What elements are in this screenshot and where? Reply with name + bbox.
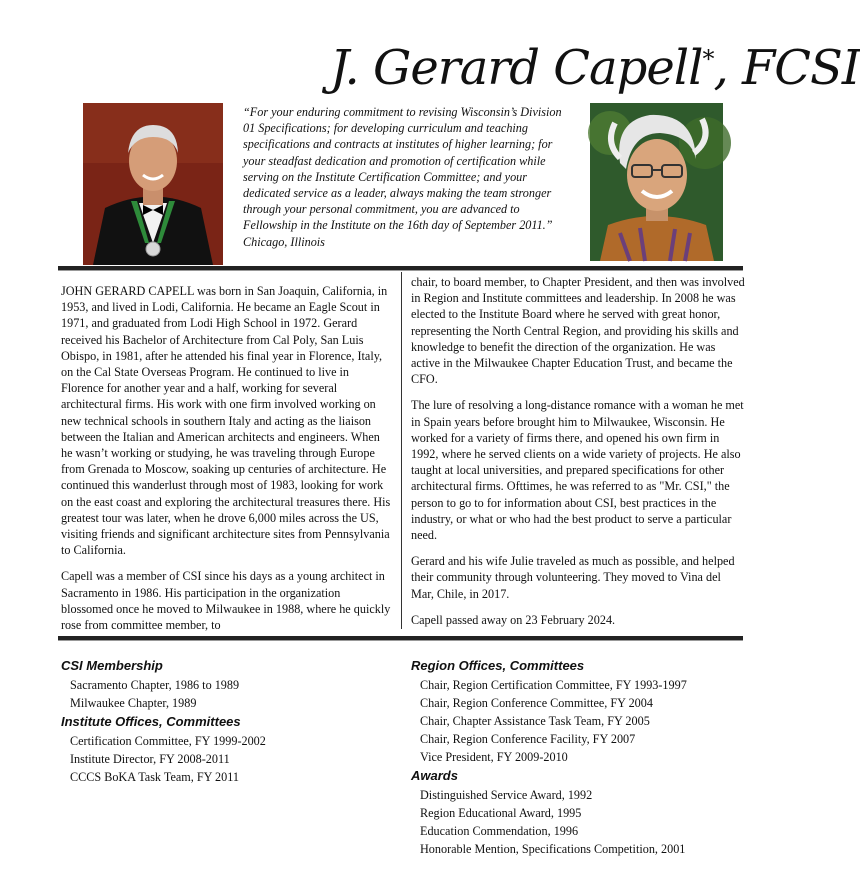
list-item: Honorable Mention, Specifications Competition, 2001 (420, 842, 686, 856)
section-heading-awards: Awards (411, 768, 458, 783)
list-item: CCCS BoKA Task Team, FY 2011 (70, 770, 239, 784)
list-item: Chair, Region Conference Facility, FY 2007 (420, 732, 636, 746)
list-item: Institute Director, FY 2008-2011 (70, 752, 230, 766)
section-heading-region-offices: Region Offices, Committees (411, 658, 585, 673)
title-asterisk: * (702, 45, 714, 73)
page-title: J. Gerard Capell*, FCSI (330, 40, 860, 96)
column-divider (401, 272, 402, 629)
section-heading-csi-membership: CSI Membership (61, 658, 163, 673)
list-item: Vice President, FY 2009-2010 (420, 750, 568, 764)
bio-column-right (411, 274, 746, 638)
list-item: Milwaukee Chapter, 1989 (70, 696, 197, 710)
service-sections-left (61, 656, 391, 786)
bio-paragraph: Capell passed away on 23 February 2024. (411, 612, 616, 627)
divider-top-thin (58, 270, 743, 271)
bio-paragraph: The lure of resolving a long-distance romance with a woman he met in Spain years before brought him to Milwaukee, Wisconsin. He worked for a variety of firms there, and opened his own firm in 1992, where he served clients on a wide variety of projects. He also taught at local universities, and prepared specifications for other architectural firms. Ofttimes, he was referred to as "Mr. CSI," the person to go to for information about CSI, best practices in the industry, or what or who had the best product to serve a particular need. (411, 398, 744, 543)
bio-paragraph: chair, to board member, to Chapter President, and then was involved in Region and Institute committees and leadership. In 2008 he was elected to the Institute Board where he served with great honor, representing the North Central Region, and providing his skills and knowledge to benefit the direction of the organization. He was active in the Milwaukee Chapter Education Trust, and became the CFO. (411, 275, 745, 387)
section-heading-institute-offices: Institute Offices, Committees (61, 714, 241, 729)
list-item: Chair, Region Certification Committee, FY 1993-1997 (420, 678, 687, 692)
portrait-photo-formal (83, 103, 223, 265)
list-item: Chair, Region Conference Committee, FY 2004 (420, 696, 653, 710)
bio-column-left (61, 283, 391, 643)
list-item: Chair, Chapter Assistance Task Team, FY 2005 (420, 714, 650, 728)
fellowship-citation (243, 104, 573, 250)
bio-paragraph: JOHN GERARD CAPELL was born in San Joaquin, California, in 1953, and lived in Lodi, California. He became an Eagle Scout in 1971, and graduated from Lodi High School in 1972. Gerard received his Bachelor of Architecture from Cal Poly, San Luis Obispo, in 1981, after he attended his final year in Florence, Italy, on the Cal State Overseas Program. He continued to live in Florence for another year and a half, working for several architectural firms. His work with one firm involved working on new technical schools in southern Italy and acting as the liaison between the Italian and American architects and engineers. When he wasn’t working or studying, he was traveling through Europe from Grenada to Moscow, soaking up centuries of architecture. He continued this wanderlust through most of 1983, looking for work on the east coast and exploring the architectural treasures there. His greatest tour was later, when he drove 6,000 miles across the US, visiting friends and significant architecture sites from Pennsylvania to California. (61, 284, 391, 558)
list-item: Certification Committee, FY 1999-2002 (70, 734, 266, 748)
portrait-formal-image (83, 103, 223, 265)
portrait-casual-image (590, 103, 723, 261)
list-item: Education Commendation, 1996 (420, 824, 579, 838)
portrait-photo-casual (590, 103, 723, 261)
service-sections-right (411, 656, 751, 858)
bio-paragraph: Capell was a member of CSI since his days as a young architect in Sacramento in 1986. His participation in the organization blossomed once he moved to Milwaukee in 1988, where he quickly rose from committee member, to (61, 569, 391, 633)
list-item: Region Educational Award, 1995 (420, 806, 582, 820)
citation-location: Chicago, Illinois (243, 234, 325, 249)
bio-paragraph: Gerard and his wife Julie traveled as much as possible, and helped their community through volunteering. They moved to Vina del Mar, Chile, in 2017. (411, 554, 735, 601)
list-item: Distinguished Service Award, 1992 (420, 788, 593, 802)
citation-text: “For your enduring commitment to revising Wisconsin’s Division 01 Specifications; for developing curriculum and teaching specifications and contracts at institutes of higher learning; for your steadfast dedication and promotion of certification while serving on the Institute Certification Committee; and your dedicated service as a leader, always making the team stronger through your personal commitment, you are advanced to Fellowship in the Institute on the 16th day of September 2011.” (243, 105, 562, 233)
list-item: Sacramento Chapter, 1986 to 1989 (70, 678, 240, 692)
